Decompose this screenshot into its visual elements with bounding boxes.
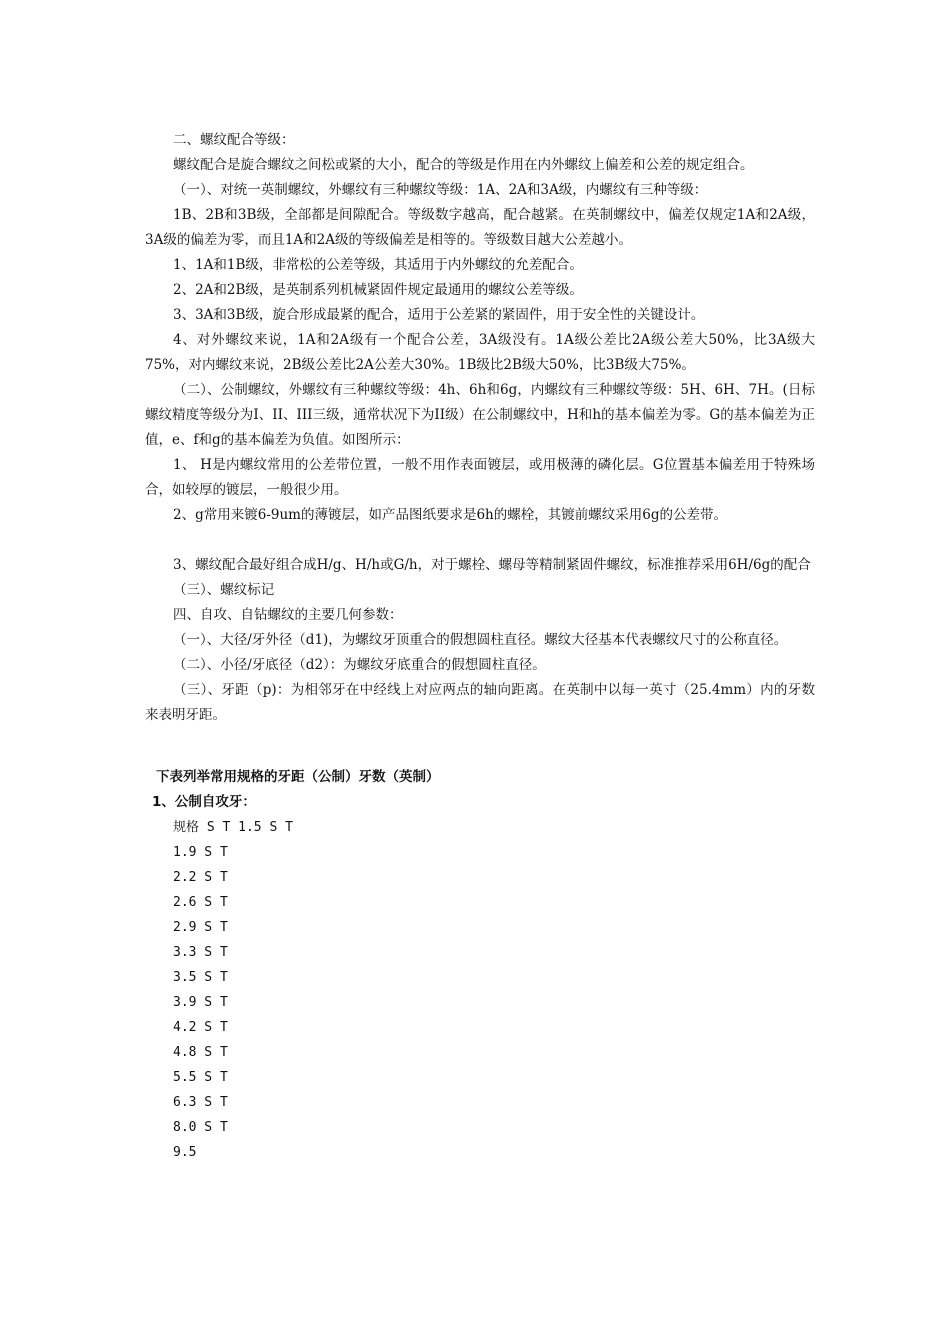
list-item: 3.9 S T	[173, 995, 228, 1010]
list-item: 5.5 S T	[173, 1070, 228, 1085]
list-item: 4.8 S T	[173, 1045, 228, 1060]
list-item: 4.2 S T	[173, 1020, 228, 1035]
paragraph-minor-diameter: （二）、小径/牙底径（d2）：为螺纹牙底重合的假想圆柱直径。	[173, 657, 546, 673]
list-item: 3.3 S T	[173, 945, 228, 960]
list-item: 2.2 S T	[173, 870, 228, 885]
paragraph-metric-intro: （二）、公制螺纹，外螺纹有三种螺纹等级：4h、6h和6g，内螺纹有三种螺纹等级：5H、6H、7H。(日标螺纹精度等级分为I、II、III三级，通常状况下为II级）在公制螺纹中，H和h的基本偏差为零。G的基本偏差为正值，e、f和g的基本偏差为负值。如图所示：	[145, 382, 815, 448]
list-item: 2.9 S T	[173, 920, 228, 935]
paragraph-definition: 螺纹配合是旋合螺纹之间松或紧的大小，配合的等级是作用在内外螺纹上偏差和公差的规定组合。	[173, 157, 754, 173]
spacer	[145, 728, 815, 765]
list-item: 9.5	[173, 1145, 197, 1160]
paragraph-imperial-intro: （一）、对统一英制螺纹，外螺纹有三种螺纹等级：1A、2A和3A级，内螺纹有三种等级：	[173, 182, 708, 198]
paragraph-pitch: （三）、牙距（p)：为相邻牙在中经线上对应两点的轴向距离。在英制中以每一英寸（25.4mm）内的牙数来表明牙距。	[145, 682, 815, 723]
paragraph-item-3a3b: 3、3A和3B级，旋合形成最紧的配合，适用于公差紧的紧固件，用于安全性的关键设计。	[173, 307, 705, 323]
list-item: 规格 S T 1.5 S T	[173, 820, 293, 835]
list-item: 3.5 S T	[173, 970, 228, 985]
spacer	[145, 528, 815, 553]
paragraph-metric-item-3: 3、螺纹配合最好组合成H/g、H/h或G/h，对于螺栓、螺母等精制紧固件螺纹，标准推荐采用6H/6g的配合	[173, 557, 811, 573]
table-heading: 下表列举常用规格的牙距（公制）牙数（英制）	[156, 769, 440, 785]
spec-list	[145, 815, 815, 1165]
document-body	[145, 128, 815, 1165]
list-item: 6.3 S T	[173, 1095, 228, 1110]
section-title-thread-fit-grade: 二、螺纹配合等级：	[173, 132, 295, 148]
paragraph-imperial-detail: 1B、2B和3B级，全部都是间隙配合。等级数字越高，配合越紧。在英制螺纹中，偏差仅规定1A和2A级，3A级的偏差为零，而且1A和2A级的等级偏差是相等的。等级数目越大公差越小。	[145, 207, 815, 248]
paragraph-item-2a2b: 2、2A和2B级，是英制系列机械紧固件规定最通用的螺纹公差等级。	[173, 282, 583, 298]
list-item: 1.9 S T	[173, 845, 228, 860]
list-item: 8.0 S T	[173, 1120, 228, 1135]
paragraph-item-tolerance-compare: 4、对外螺纹来说，1A和2A级有一个配合公差，3A级没有。1A级公差比2A级公差大50%，比3A级大75%，对内螺纹来说，2B级公差比2A公差大30%。1B级比2B级大50%，比3B级大75%。	[145, 332, 815, 373]
paragraph-item-1a1b: 1、1A和1B级，非常松的公差等级，其适用于内外螺纹的允差配合。	[173, 257, 583, 273]
subsection-heading-metric-self-tapping: 1、公制自攻牙：	[152, 794, 256, 810]
section-title-self-tapping: 四、自攻、自钻螺纹的主要几何参数：	[173, 607, 403, 623]
paragraph-metric-item-2: 2、g常用来镀6-9um的薄镀层，如产品图纸要求是6h的螺栓，其镀前螺纹采用6g的公差带。	[173, 507, 727, 523]
paragraph-thread-marking: （三）、螺纹标记	[173, 582, 275, 598]
paragraph-metric-item-1: 1、 H是内螺纹常用的公差带位置，一般不用作表面镀层，或用极薄的磷化层。G位置基本偏差用于特殊场合，如较厚的镀层，一般很少用。	[145, 457, 815, 498]
paragraph-major-diameter: （一）、大径/牙外径（d1)，为螺纹牙顶重合的假想圆柱直径。螺纹大径基本代表螺纹尺寸的公称直径。	[173, 632, 788, 648]
list-item: 2.6 S T	[173, 895, 228, 910]
